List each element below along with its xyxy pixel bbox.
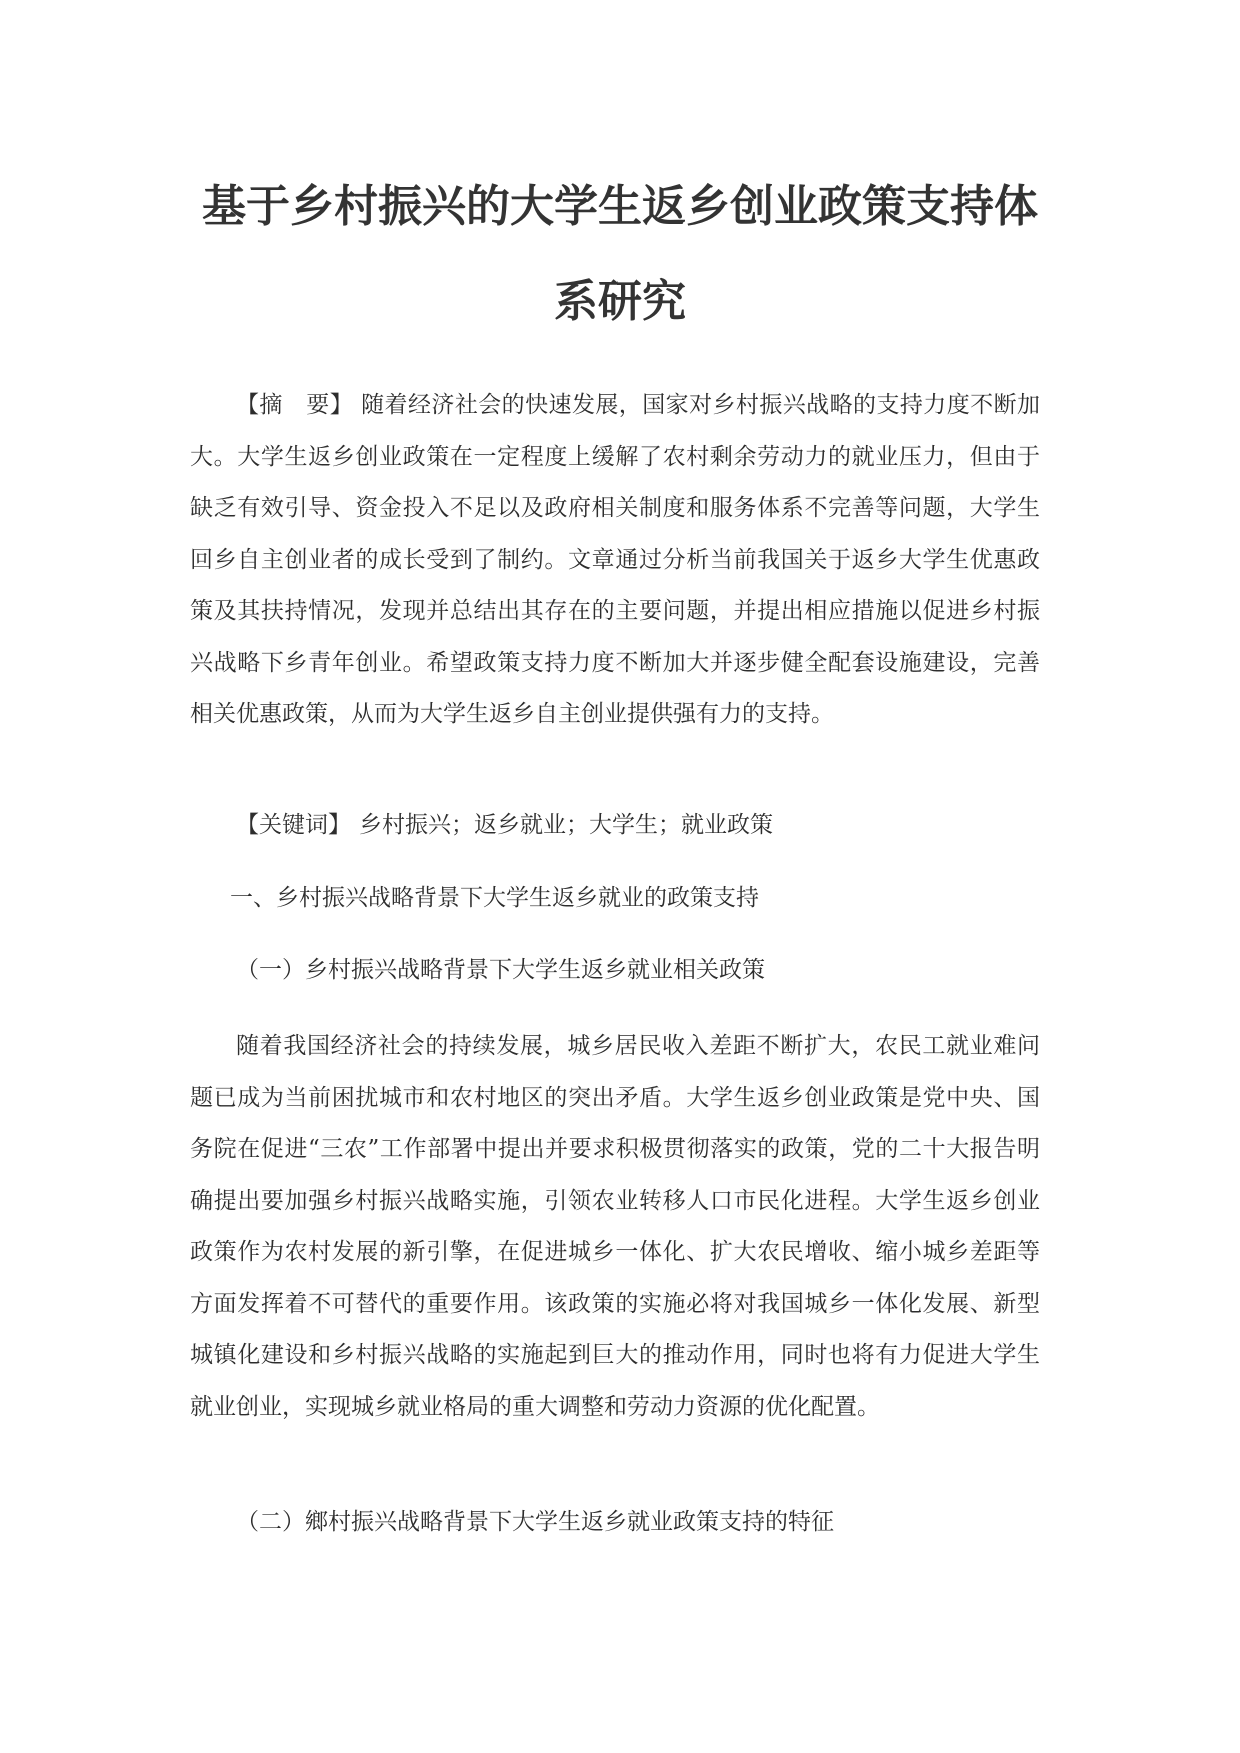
abstract-text: 随着经济社会的快速发展，国家对乡村振兴战略的支持力度不断加大。大学生返乡创业政策在一定程度上缓解了农村剩余劳动力的就业压力，但由于缺乏有效引导、资金投入不足以及政府相关制度和服务体系不完善等问题，大学生回乡自主创业者的成长受到了制约。文章通过分析当前我国关于返乡大学生优惠政策及其扶持情况，发现并总结出其存在的主要问题，并提出相应措施以促进乡村振兴战略下乡青年创业。希望政策支持力度不断加大并逐步健全配套设施建设，完善相关优惠政策，从而为大学生返乡自主创业提供强有力的支持。 [190, 392, 1041, 727]
keywords-text: 乡村振兴；返乡就业；大学生；就业政策 [359, 812, 773, 838]
keywords-line [236, 805, 773, 845]
subsection-1-body: 随着我国经济社会的持续发展，城乡居民收入差距不断扩大，农民工就业难问题已成为当前困扰城市和农村地区的突出矛盾。大学生返乡创业政策是党中央、国务院在促进“三农”工作部署中提出并要求积极贯彻落实的政策，党的二十大报告明确提出要加强乡村振兴战略实施，引领农业转移人口市民化进程。大学生返乡创业政策作为农村发展的新引擎，在促进城乡一体化、扩大农民增收、缩小城乡差距等方面发挥着不可替代的重要作用。该政策的实施必将对我国城乡一体化发展、新型城镇化建设和乡村振兴战略的实施起到巨大的推动作用，同时也将有力促进大学生就业创业，实现城乡就业格局的重大调整和劳动力资源的优化配置。 [190, 1033, 1040, 1420]
document-title-line-1: 基于乡村振兴的大学生返乡创业政策支持体 [202, 181, 1038, 232]
abstract-paragraph [190, 380, 1040, 741]
section-1-heading: 一、乡村振兴战略背景下大学生返乡就业的政策支持 [230, 885, 759, 911]
subsection-1-heading: （一）乡村振兴战略背景下大学生返乡就业相关政策 [236, 957, 765, 983]
abstract-label: 【摘 要】 [236, 392, 354, 418]
subsection-2-heading: （二）鄉村振兴战略背景下大学生返乡就业政策支持的特征 [236, 1509, 834, 1535]
document-title-line-2: 系研究 [554, 276, 686, 327]
keywords-label: 【关键词】 [236, 812, 351, 838]
